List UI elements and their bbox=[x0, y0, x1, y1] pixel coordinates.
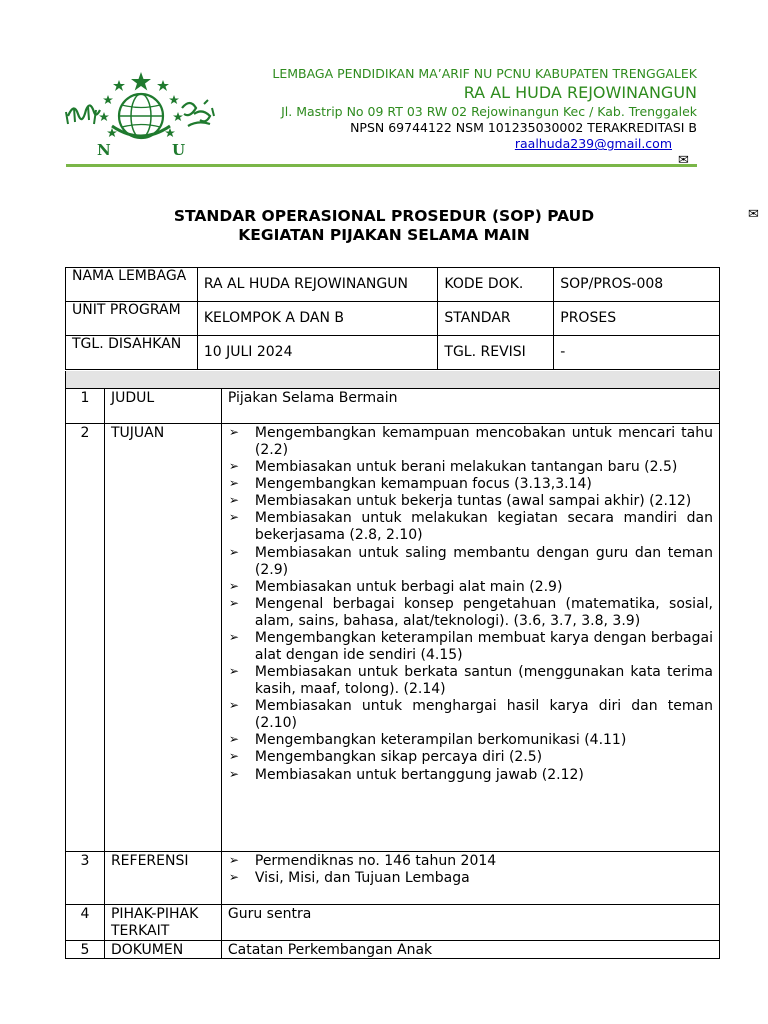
logo-letter-n: N bbox=[97, 141, 111, 159]
list-item: ➢ Permendiknas no. 146 tahun 2014 bbox=[228, 853, 713, 870]
list-item: ➢ Membiasakan untuk berani melakukan tantangan baru (2.5) bbox=[228, 459, 713, 476]
info-label: UNIT PROGRAM bbox=[66, 302, 198, 336]
table-row bbox=[66, 302, 720, 336]
section-content: Guru sentra bbox=[221, 905, 719, 941]
section-name: REFERENSI bbox=[104, 852, 221, 905]
table-row bbox=[66, 940, 720, 959]
section-name: PIHAK-PIHAK TERKAIT bbox=[104, 905, 221, 941]
list-item: ➢ Membiasakan untuk saling membantu dengan guru dan teman (2.9) bbox=[228, 545, 713, 579]
school-address: Jl. Mastrip No 09 RT 03 RW 02 Rejowinangun Kec / Kab. Trenggalek bbox=[281, 103, 697, 119]
section-name: JUDUL bbox=[104, 389, 221, 424]
info-value: RA AL HUDA REJOWINANGUN bbox=[197, 268, 438, 302]
section-number: 4 bbox=[66, 905, 105, 941]
info-label: TGL. DISAHKAN bbox=[66, 336, 198, 370]
list-item: ➢ Membiasakan untuk bertanggung jawab (2.12) bbox=[228, 767, 713, 784]
objectives-list bbox=[228, 425, 713, 784]
logo-star bbox=[169, 95, 179, 104]
list-item: ➢ Mengembangkan kemampuan focus (3.13,3.14) bbox=[228, 476, 713, 493]
section-number: 1 bbox=[66, 389, 105, 424]
list-item: ➢ Membiasakan untuk berkata santun (menggunakan kata terima kasih, maaf, tolong). (2.14) bbox=[228, 664, 713, 698]
title-line-1: STANDAR OPERASIONAL PROSEDUR (SOP) PAUD bbox=[173, 207, 595, 225]
section-name: TUJUAN bbox=[104, 424, 221, 852]
logo-star bbox=[157, 80, 169, 91]
section-number: 3 bbox=[66, 852, 105, 905]
list-item: ➢ Membiasakan untuk berbagi alat main (2.9) bbox=[228, 579, 713, 596]
info-value: - bbox=[554, 336, 720, 370]
info-label: NAMA LEMBAGA bbox=[66, 268, 198, 302]
logo-star bbox=[103, 95, 113, 104]
logo-rope bbox=[112, 126, 170, 136]
list-item: ➢ Mengembangkan keterampilan berkomunikasi (4.11) bbox=[228, 732, 713, 749]
envelope-icon: ✉ bbox=[678, 153, 689, 168]
info-value: PROSES bbox=[554, 302, 720, 336]
table-row bbox=[66, 424, 720, 852]
title-line-2: KEGIATAN PIJAKAN SELAMA MAIN bbox=[238, 225, 530, 244]
list-item: ➢ Mengembangkan kemampuan mencobakan untuk mencari tahu (2.2) bbox=[228, 425, 713, 459]
table-row bbox=[66, 389, 720, 424]
list-item: ➢ Mengembangkan keterampilan membuat karya dengan berbagai alat dengan ide sendiri (4.15) bbox=[228, 630, 713, 664]
envelope-icon: ✉ bbox=[748, 207, 759, 222]
logo-star bbox=[131, 72, 151, 91]
references-list bbox=[228, 853, 713, 887]
logo-star bbox=[113, 80, 125, 91]
list-item: ➢ Membiasakan untuk bekerja tuntas (awal sampai akhir) (2.12) bbox=[228, 493, 713, 510]
sop-sections-table bbox=[65, 388, 720, 959]
section-number: 5 bbox=[66, 940, 105, 959]
section-content bbox=[221, 852, 719, 905]
info-value: KELOMPOK A DAN B bbox=[197, 302, 438, 336]
info-label: TGL. REVISI bbox=[438, 336, 554, 370]
list-item: ➢ Membiasakan untuk menghargai hasil karya diri dan teman (2.10) bbox=[228, 698, 713, 732]
section-name: DOKUMEN bbox=[104, 940, 221, 959]
table-row bbox=[66, 336, 720, 370]
info-value: SOP/PROS-008 bbox=[554, 268, 720, 302]
section-separator bbox=[65, 371, 720, 388]
table-row bbox=[66, 268, 720, 302]
info-label: KODE DOK. bbox=[438, 268, 554, 302]
school-registration: NPSN 69744122 NSM 101235030002 TERAKREDITASI B bbox=[350, 120, 697, 136]
list-item: ➢ Membiasakan untuk melakukan kegiatan secara mandiri dan bekerjasama (2.8, 2.10) bbox=[228, 510, 713, 544]
info-label: STANDAR bbox=[438, 302, 554, 336]
list-item: ➢ Visi, Misi, dan Tujuan Lembaga bbox=[228, 870, 713, 887]
info-value: 10 JULI 2024 bbox=[197, 336, 438, 370]
section-number: 2 bbox=[66, 424, 105, 852]
info-table bbox=[65, 267, 720, 370]
logo-star bbox=[99, 112, 109, 121]
list-item: ➢ Mengembangkan sikap percaya diri (2.5) bbox=[228, 749, 713, 766]
list-item: ➢ Mengenal berbagai konsep pengetahuan (matematika, sosial, alam, sains, bahasa, alat/teknologi). (3.6, 3.7, 3.8, 3.9) bbox=[228, 596, 713, 630]
nu-logo bbox=[64, 68, 218, 162]
logo-star bbox=[173, 112, 183, 121]
section-content: Catatan Perkembangan Anak bbox=[221, 940, 719, 959]
school-name: RA AL HUDA REJOWINANGUN bbox=[463, 83, 697, 103]
section-content: Pijakan Selama Bermain bbox=[221, 389, 719, 424]
table-row bbox=[66, 905, 720, 941]
letterhead bbox=[227, 66, 697, 153]
table-row bbox=[66, 852, 720, 905]
letterhead-divider bbox=[66, 164, 697, 167]
institution-name: LEMBAGA PENDIDIKAN MA’ARIF NU PCNU KABUPATEN TRENGGALEK bbox=[272, 66, 697, 81]
document-title bbox=[0, 207, 768, 245]
section-content bbox=[221, 424, 719, 852]
logo-letter-u: U bbox=[172, 141, 186, 159]
email-link[interactable]: raalhuda239@gmail.com bbox=[514, 136, 672, 152]
